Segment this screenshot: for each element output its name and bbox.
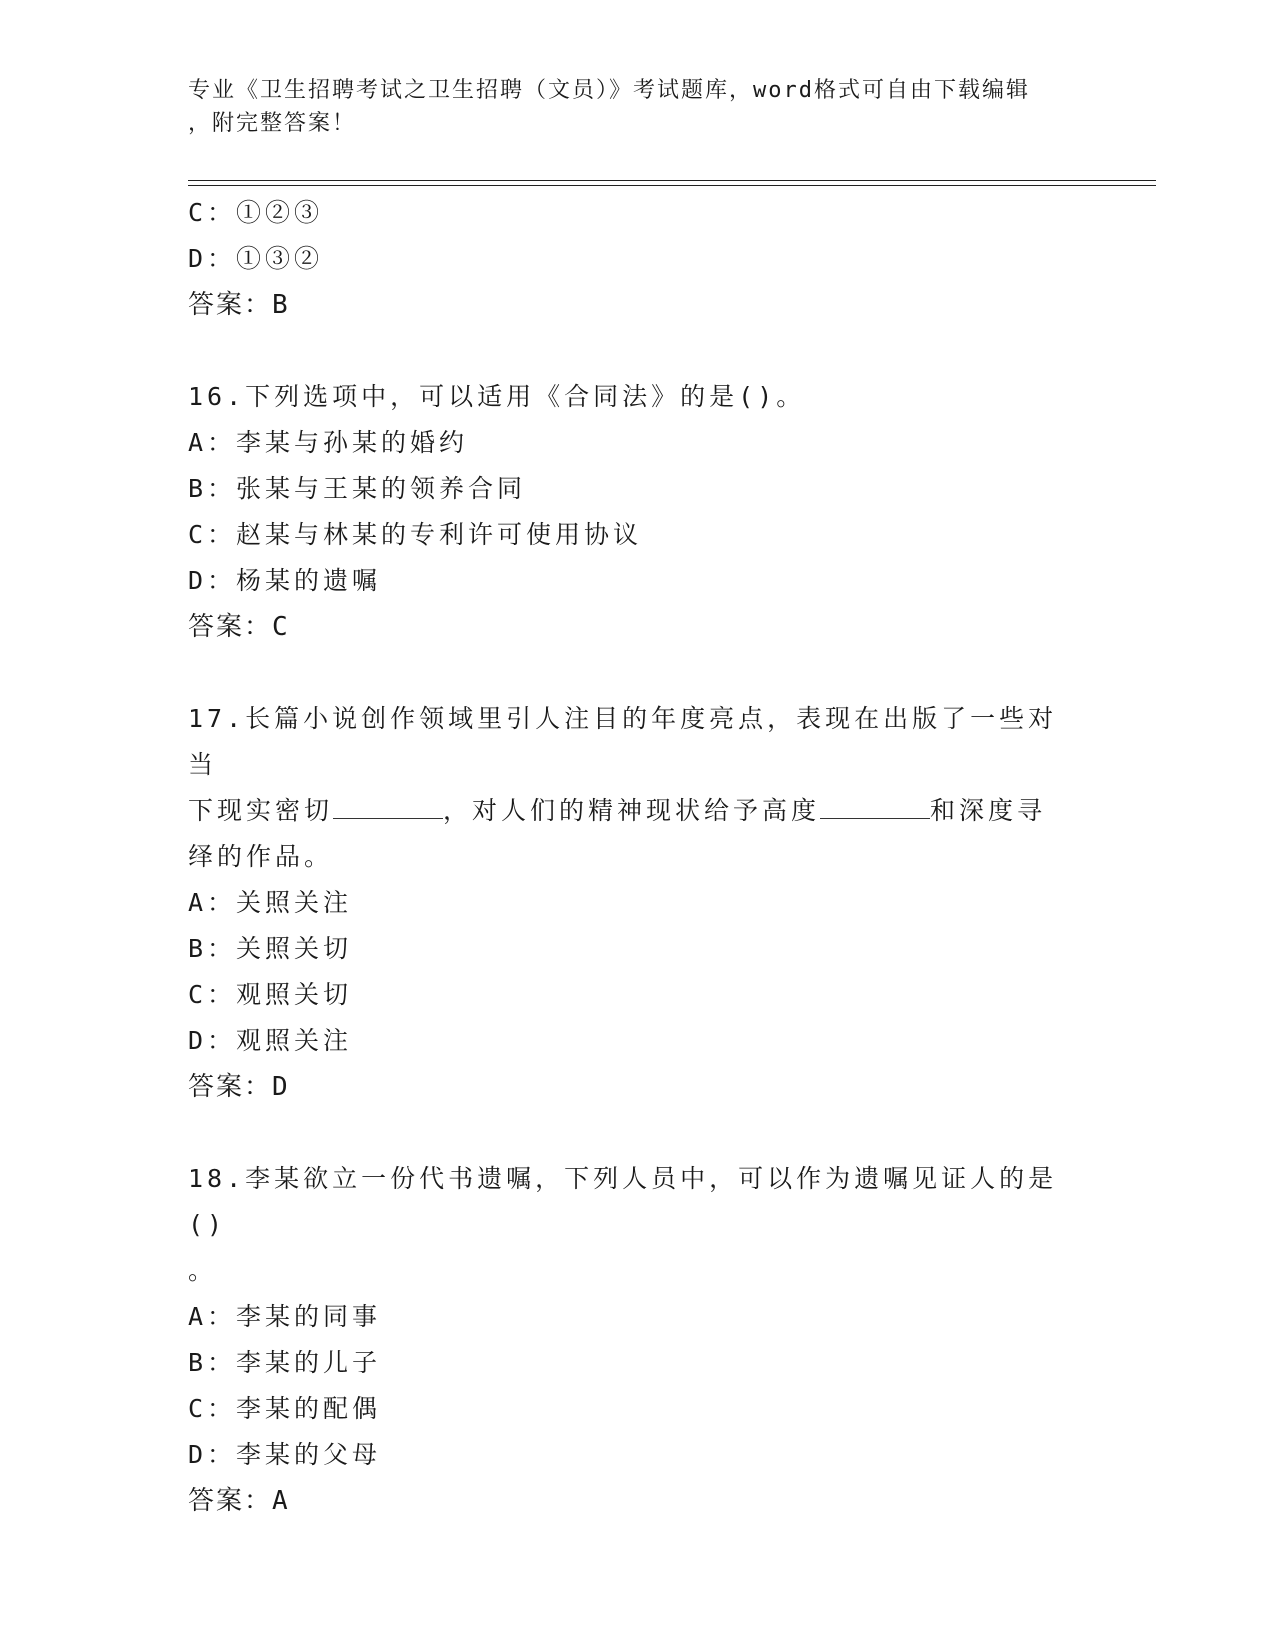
question-content: [188, 190, 1088, 1524]
stem-text: 和深度寻: [930, 796, 1047, 825]
header-line-1: 专业《卫生招聘考试之卫生招聘（文员）》考试题库，word格式可自由下载编辑: [188, 78, 1030, 103]
stem-line-2: [188, 788, 1068, 834]
option-b: B：张某与王某的领养合同: [188, 474, 527, 503]
stem-text: 下现实密切: [188, 796, 334, 825]
question-16: [188, 374, 1088, 650]
fill-blank-2: [820, 794, 930, 819]
option-a: A：李某与孙某的婚约: [188, 428, 469, 457]
header-divider-bottom: [188, 185, 1156, 186]
answer-line: 答案：B: [188, 290, 290, 320]
option-a: A：李某的同事: [188, 1302, 382, 1331]
stem-line-3: 绎的作品。: [188, 842, 334, 871]
question-stem: [188, 696, 1068, 880]
prev-question-tail: [188, 190, 1088, 328]
answer-line: 答案：D: [188, 1072, 290, 1102]
question-17: [188, 696, 1088, 1110]
option-a: A：关照关注: [188, 888, 353, 917]
stem-line-1: 18.李某欲立一份代书遗嘱，下列人员中，可以作为遗嘱见证人的是(): [188, 1164, 1058, 1239]
option-c: C：赵某与林某的专利许可使用协议: [188, 520, 643, 549]
document-header: [188, 74, 1088, 140]
option-c: C：①②③: [188, 198, 324, 227]
header-divider-top: [188, 180, 1156, 181]
option-b: B：关照关切: [188, 934, 353, 963]
question-18: [188, 1156, 1088, 1524]
stem-line-2: 。: [188, 1256, 218, 1285]
option-c: C：观照关切: [188, 980, 353, 1009]
fill-blank-1: [333, 794, 443, 819]
question-stem: [188, 1156, 1068, 1294]
stem-text: ，对人们的精神现状给予高度: [443, 796, 821, 825]
answer-line: 答案：C: [188, 612, 290, 642]
option-b: B：李某的儿子: [188, 1348, 382, 1377]
option-d: D：杨某的遗嘱: [188, 566, 382, 595]
option-d: D：李某的父母: [188, 1440, 382, 1469]
option-d: D：观照关注: [188, 1026, 353, 1055]
option-c: C：李某的配偶: [188, 1394, 382, 1423]
header-line-2: ，附完整答案！: [188, 111, 357, 136]
stem-line-1: 17.长篇小说创作领域里引人注目的年度亮点，表现在出版了一些对当: [188, 704, 1058, 779]
option-d: D：①③②: [188, 244, 324, 273]
answer-line: 答案：A: [188, 1486, 290, 1516]
question-stem: 16.下列选项中，可以适用《合同法》的是()。: [188, 382, 806, 411]
